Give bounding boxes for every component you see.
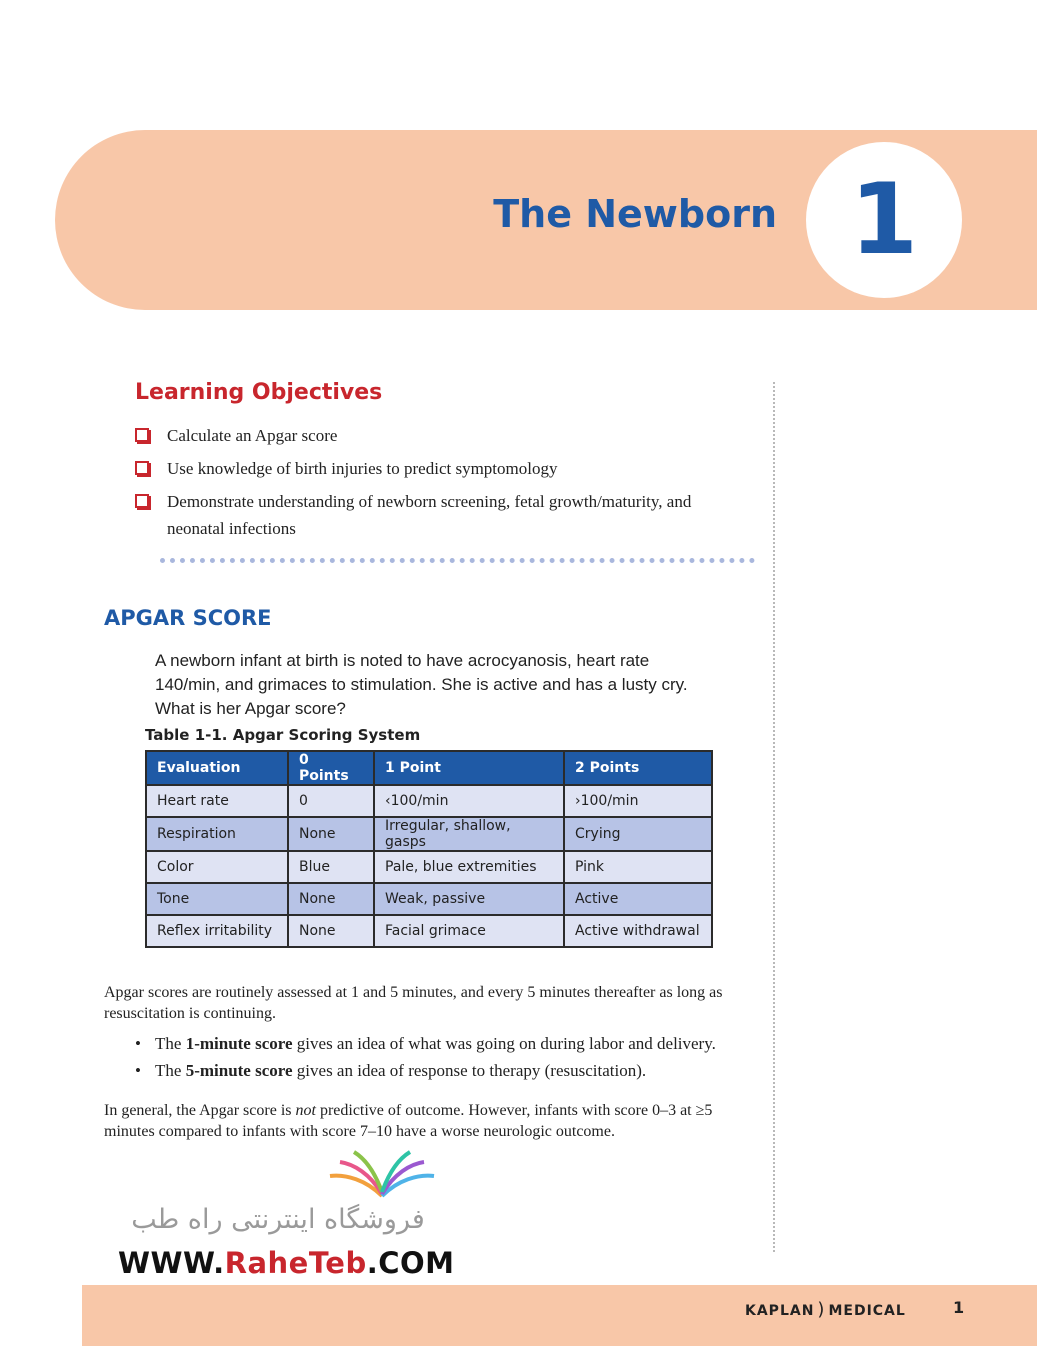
table-cell: Reflex irritability [146, 915, 288, 947]
table-cell: Irregular, shallow, gasps [374, 817, 564, 851]
learning-objectives-list [135, 422, 735, 548]
table-row [146, 883, 712, 915]
section-heading: APGAR SCORE [104, 606, 272, 630]
table-cell: Pink [564, 851, 712, 883]
table-cell: Active withdrawal [564, 915, 712, 947]
bullet-icon: • [135, 1034, 141, 1053]
bullet-text: The 5-minute score gives an idea of response to therapy (resuscitation). [155, 1061, 647, 1080]
clinical-case-text: A newborn infant at birth is noted to have acrocyanosis, heart rate 140/min, and grimaces to stimulation. She is active and has a lusty cry. What is her Apgar score? [155, 651, 688, 718]
page-number: 1 [953, 1298, 965, 1317]
table-cell: Facial grimace [374, 915, 564, 947]
table-cell: None [288, 817, 374, 851]
table-cell: Heart rate [146, 785, 288, 817]
table-cell: Color [146, 851, 288, 883]
chapter-number: 1 [849, 163, 919, 277]
bullet-item [135, 1057, 755, 1084]
learning-objectives-heading: Learning Objectives [135, 380, 383, 405]
table-cell: Respiration [146, 817, 288, 851]
table-cell: ‹100/min [374, 785, 564, 817]
score-bullets [135, 1030, 755, 1084]
table-cell: Crying [564, 817, 712, 851]
bullet-icon: • [135, 1061, 141, 1080]
chapter-title: The Newborn [493, 192, 777, 236]
table-row [146, 817, 712, 851]
column-header: 2 Points [564, 751, 712, 785]
objective-item [135, 422, 735, 449]
objective-text: Use knowledge of birth injuries to predict symptomology [167, 459, 558, 478]
chapter-number-badge [806, 142, 962, 298]
objective-text: Calculate an Apgar score [167, 426, 338, 445]
table-cell: Pale, blue extremities [374, 851, 564, 883]
table-row [146, 785, 712, 817]
table-cell: Active [564, 883, 712, 915]
table-cell: None [288, 883, 374, 915]
kaplan-medical-logo: KAPLAN ) MEDICAL [745, 1299, 906, 1320]
column-header: 0 Points [288, 751, 374, 785]
objective-item [135, 455, 735, 482]
column-header: 1 Point [374, 751, 564, 785]
table-cell: ›100/min [564, 785, 712, 817]
objectives-divider [160, 558, 755, 563]
bullet-item [135, 1030, 755, 1057]
checkbox-icon [135, 494, 149, 508]
store-name-persian: فروشگاه اینترنتی راه طب [131, 1204, 425, 1235]
objective-text: Demonstrate understanding of newborn screening, fetal growth/maturity, and neonatal infections [167, 492, 692, 538]
table-header-row [146, 751, 712, 785]
table-row [146, 851, 712, 883]
body-paragraph: Apgar scores are routinely assessed at 1 and 5 minutes, and every 5 minutes thereafter as long as resuscitation is continuing. [104, 984, 723, 1022]
store-url: WWW.RaheTeb.COM [118, 1246, 455, 1280]
table-cell: 0 [288, 785, 374, 817]
table-row [146, 915, 712, 947]
table-cell: None [288, 915, 374, 947]
table-cell: Weak, passive [374, 883, 564, 915]
margin-divider [773, 382, 775, 1252]
checkbox-icon [135, 461, 149, 475]
bullet-text: The 1-minute score gives an idea of what was going on during labor and delivery. [155, 1034, 716, 1053]
table-caption: Table 1-1. Apgar Scoring System [145, 726, 421, 744]
outcome-paragraph: In general, the Apgar score is not predictive of outcome. However, infants with score 0–3 at ≥5 minutes compared to infants with score 7–10 have a worse neurologic outcome. [104, 1102, 713, 1140]
column-header: Evaluation [146, 751, 288, 785]
apgar-table [145, 750, 713, 948]
objective-item [135, 488, 735, 542]
table-cell: Blue [288, 851, 374, 883]
book-logo-icon [326, 1150, 438, 1202]
checkbox-icon [135, 428, 149, 442]
table-cell: Tone [146, 883, 288, 915]
